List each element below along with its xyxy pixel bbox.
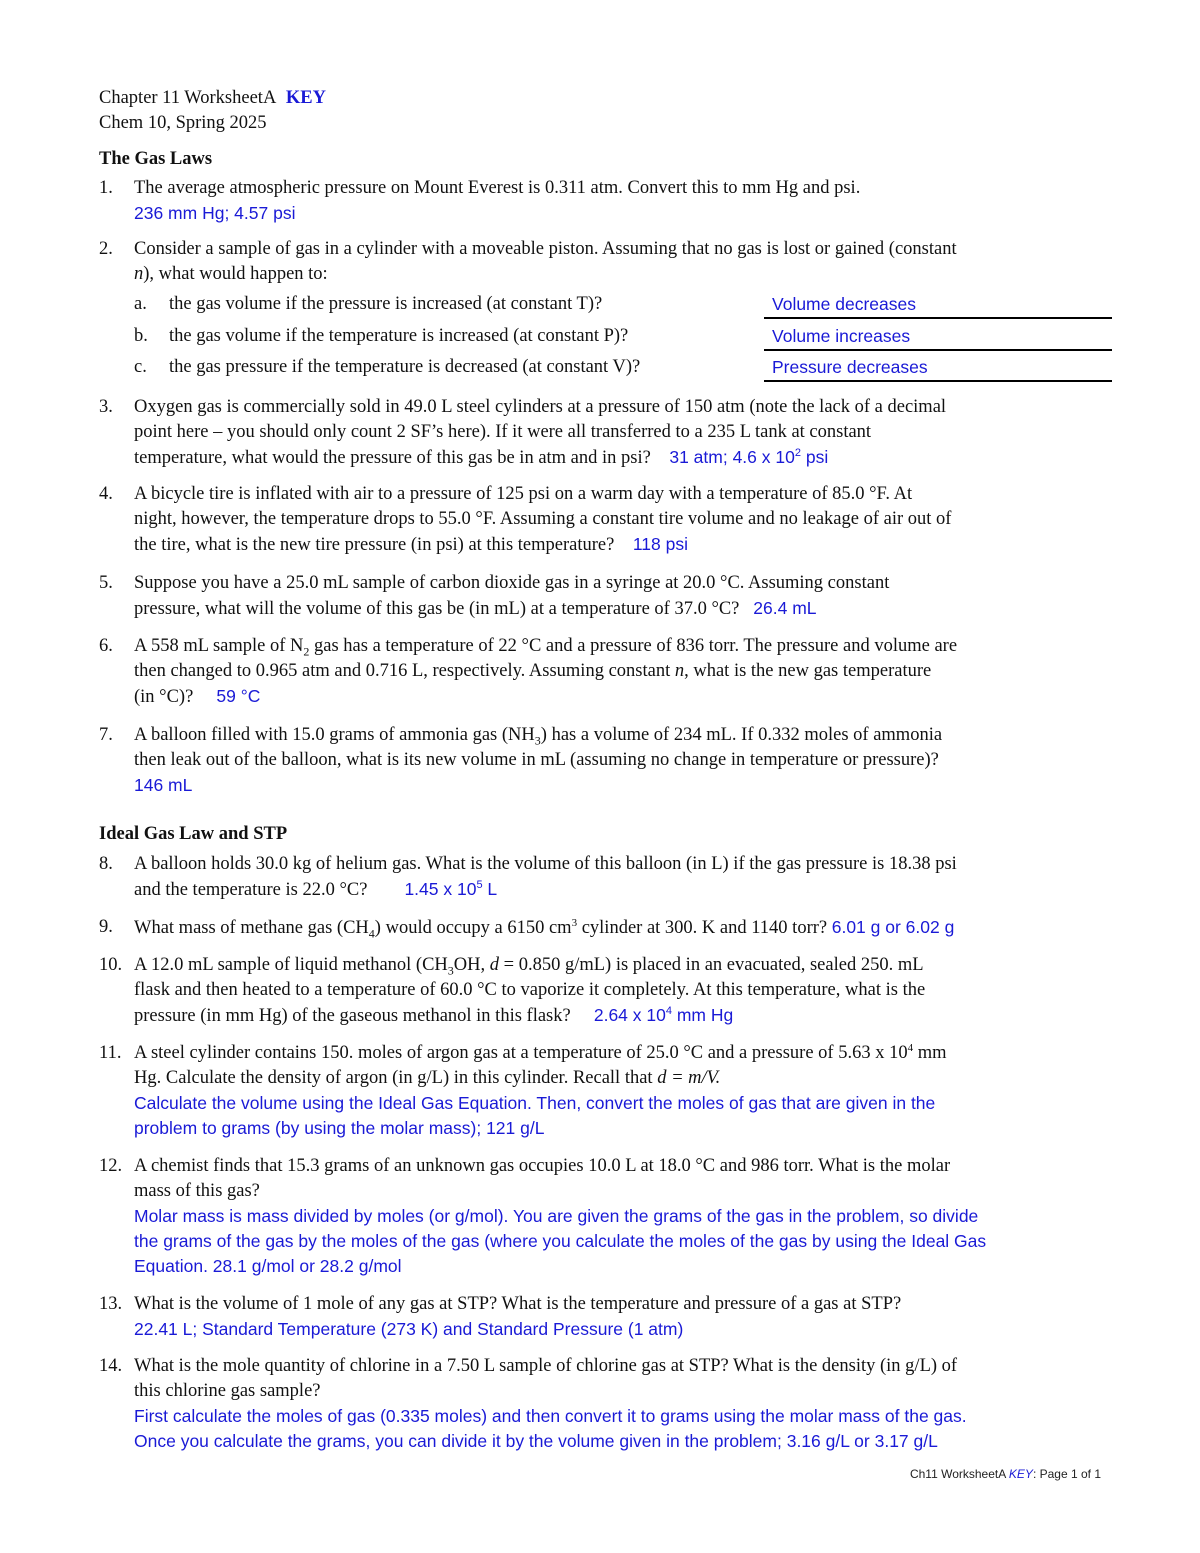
question-text: the tire, what is the new tire pressure (in psi) at this temperature? bbox=[134, 535, 615, 555]
text-part: A steel cylinder contains 150. moles of argon gas at a temperature of 25.0 °C and a pressure of 5.63 x 10 bbox=[134, 1043, 908, 1063]
question-number: 7. bbox=[99, 725, 113, 745]
text-part: A 12.0 mL sample of liquid methanol (CH bbox=[134, 955, 448, 975]
question-text-line3 bbox=[134, 684, 1109, 710]
key-label: KEY bbox=[285, 88, 327, 108]
answer-text-line2: Once you calculate the grams, you can divide it by the volume given in the problem; 3.16 g/L or 3.17 g/L bbox=[134, 1431, 938, 1451]
text-part: What mass of methane gas (CH bbox=[134, 918, 369, 938]
text-part: A balloon filled with 15.0 grams of ammonia gas (NH bbox=[134, 725, 535, 745]
text-part: and the temperature is 22.0 °C? bbox=[134, 880, 368, 900]
answer-unit: psi bbox=[800, 447, 829, 467]
question-number: 6. bbox=[99, 636, 113, 656]
superscript: 4 bbox=[907, 1041, 914, 1054]
subscript: 3 bbox=[447, 963, 454, 978]
question-text-line2: flask and then heated to a temperature of 60.0 °C to vaporize it completely. At this temperature, what is the bbox=[134, 980, 926, 1000]
question-number: 3. bbox=[99, 397, 113, 417]
text-part: = 0.850 g/mL) is placed in an evacuated, sealed 250. mL bbox=[499, 955, 924, 975]
sub-letter: a. bbox=[134, 294, 147, 314]
question-text-line1: What is the mole quantity of chlorine in a 7.50 L sample of chlorine gas at STP? What is the density (in g/L) of bbox=[134, 1356, 958, 1376]
answer-unit: mm Hg bbox=[671, 1005, 734, 1025]
answer-text-line2: problem to grams (by using the molar mass); 121 g/L bbox=[134, 1118, 545, 1138]
answer-text: Volume decreases bbox=[772, 294, 916, 314]
answer-text-line2: the grams of the gas by the moles of the gas (where you calculate the moles of the gas by using the Ideal Gas bbox=[134, 1231, 987, 1251]
question-text: temperature, what would the pressure of this gas be in atm and in psi? bbox=[134, 448, 651, 468]
answer-text: 22.41 L; Standard Temperature (273 K) and Standard Pressure (1 atm) bbox=[134, 1319, 684, 1339]
question-3 bbox=[99, 395, 1109, 471]
question-text-line3 bbox=[134, 532, 1109, 558]
title-text: Chapter 11 WorksheetA bbox=[99, 88, 276, 108]
question-text-line2 bbox=[134, 596, 1109, 622]
question-8 bbox=[99, 852, 1109, 903]
question-7 bbox=[99, 723, 1109, 798]
text-part: pressure (in mm Hg) of the gaseous methanol in this flask? bbox=[134, 1006, 571, 1026]
question-number: 9. bbox=[99, 917, 113, 937]
answer-text: Pressure decreases bbox=[772, 357, 928, 377]
question-number: 5. bbox=[99, 573, 113, 593]
variable-d: d bbox=[489, 955, 500, 975]
question-number: 14. bbox=[99, 1356, 123, 1376]
question-text-line3 bbox=[134, 1003, 1109, 1029]
question-5 bbox=[99, 571, 1109, 622]
text-part: mm bbox=[913, 1043, 947, 1063]
section-heading-gas-laws: The Gas Laws bbox=[99, 149, 213, 169]
question-number: 2. bbox=[99, 239, 113, 259]
question-13 bbox=[99, 1292, 1109, 1342]
question-9 bbox=[99, 915, 1109, 941]
question-text-line1: A balloon holds 30.0 kg of helium gas. What is the volume of this balloon (in L) if the gas pressure is 18.38 psi bbox=[134, 854, 957, 874]
question-text bbox=[134, 915, 1109, 941]
answer-base: 1.45 x 10 bbox=[404, 879, 477, 899]
question-text-line1: A chemist finds that 15.3 grams of an unknown gas occupies 10.0 L at 18.0 °C and 986 torr. What is the molar bbox=[134, 1156, 951, 1176]
text-part: OH, bbox=[453, 955, 490, 975]
question-text-line1: Oxygen gas is commercially sold in 49.0 L steel cylinders at a pressure of 150 atm (note the lack of a decimal bbox=[134, 397, 947, 417]
text-part: Hg. Calculate the density of argon (in g/L) in this cylinder. Recall that bbox=[134, 1068, 658, 1088]
answer-text-line3: Equation. 28.1 g/mol or 28.2 g/mol bbox=[134, 1256, 402, 1276]
answer-text bbox=[669, 447, 828, 467]
answer-text-line1: First calculate the moles of gas (0.335 moles) and then convert it to grams using the molar mass of the gas. bbox=[134, 1406, 967, 1426]
question-text-line1 bbox=[134, 723, 1109, 748]
sub-text: the gas volume if the temperature is increased (at constant P)? bbox=[169, 326, 629, 346]
question-text-line1 bbox=[134, 1041, 1109, 1066]
answer-exponent: 5 bbox=[476, 879, 483, 892]
answer-base: 31 atm; 4.6 x 10 bbox=[669, 447, 795, 467]
footer-page-number: : Page 1 of 1 bbox=[1032, 1467, 1101, 1481]
question-text-line2: this chlorine gas sample? bbox=[134, 1381, 321, 1401]
question-4 bbox=[99, 482, 1109, 558]
question-10 bbox=[99, 953, 1109, 1029]
question-12 bbox=[99, 1154, 1109, 1279]
answer-exponent: 2 bbox=[794, 447, 801, 460]
answer-text-line1: Molar mass is mass divided by moles (or g/mol). You are given the grams of the gas in the problem, so divide bbox=[134, 1206, 979, 1226]
question-text-line1 bbox=[134, 634, 1109, 659]
answer-text-line1: Calculate the volume using the Ideal Gas Equation. Then, convert the moles of gas that are given in the bbox=[134, 1093, 936, 1113]
question-text-line2 bbox=[134, 877, 1109, 903]
worksheet-title bbox=[99, 86, 326, 111]
question-text: pressure, what will the volume of this gas be (in mL) at a temperature of 37.0 °C? bbox=[134, 599, 740, 619]
answer-blank bbox=[764, 292, 1112, 319]
text-part: ) has a volume of 234 mL. If 0.332 moles of ammonia bbox=[540, 725, 943, 745]
subscript: 2 bbox=[303, 644, 310, 659]
page-footer bbox=[910, 1462, 1101, 1487]
footer-text: Ch11 WorksheetA bbox=[909, 1467, 1009, 1481]
answer-text: 59 °C bbox=[216, 686, 261, 706]
question-1 bbox=[99, 176, 1109, 226]
sub-text: the gas pressure if the temperature is decreased (at constant V)? bbox=[169, 357, 641, 377]
question-number: 10. bbox=[99, 955, 123, 975]
question-number: 4. bbox=[99, 484, 113, 504]
text-part: ) would occupy a 6150 cm bbox=[374, 918, 572, 938]
variable-n: n bbox=[674, 661, 685, 681]
question-text: Consider a sample of gas in a cylinder with a moveable piston. Assuming that no gas is lost or gained (constant bbox=[134, 239, 957, 259]
footer-key: KEY bbox=[1008, 1467, 1033, 1481]
text-part: cylinder at 300. K and 1140 torr? bbox=[577, 918, 828, 938]
answer-text: 236 mm Hg; 4.57 psi bbox=[134, 203, 296, 223]
section-heading-ideal-gas: Ideal Gas Law and STP bbox=[99, 824, 288, 844]
question-text-line1: A bicycle tire is inflated with air to a pressure of 125 psi on a warm day with a temperature of 85.0 °F. At bbox=[134, 484, 913, 504]
answer-text bbox=[594, 1005, 733, 1025]
answer-text: 118 psi bbox=[632, 534, 688, 554]
question-text-line2: night, however, the temperature drops to 55.0 °F. Assuming a constant tire volume and no leakage of air out of bbox=[134, 509, 952, 529]
course-line: Chem 10, Spring 2025 bbox=[99, 113, 267, 133]
question-number: 1. bbox=[99, 178, 113, 198]
variable-d: d = m/V. bbox=[657, 1068, 721, 1088]
answer-exponent: 4 bbox=[665, 1005, 672, 1018]
question-number: 12. bbox=[99, 1156, 123, 1176]
question-text-line1 bbox=[134, 953, 1109, 978]
question-number: 8. bbox=[99, 854, 113, 874]
text-part: A 558 mL sample of N bbox=[134, 636, 304, 656]
question-text-line2 bbox=[134, 262, 1109, 287]
answer-text: Volume increases bbox=[772, 326, 911, 346]
answer-blank bbox=[764, 355, 1112, 382]
question-2 bbox=[99, 237, 1109, 287]
text-part: gas has a temperature of 22 °C and a pressure of 836 torr. The pressure and volume are bbox=[309, 636, 958, 656]
question-text: What is the volume of 1 mole of any gas at STP? What is the temperature and pressure of a gas at STP? bbox=[134, 1294, 902, 1314]
sub-letter: b. bbox=[134, 326, 148, 346]
text-part: (in °C)? bbox=[134, 687, 194, 707]
question-text-line2 bbox=[134, 659, 1109, 684]
answer-base: 2.64 x 10 bbox=[593, 1005, 666, 1025]
question-14 bbox=[99, 1354, 1109, 1454]
question-number: 11. bbox=[99, 1043, 122, 1063]
question-text-rest: ), what would happen to: bbox=[143, 264, 328, 284]
answer-text bbox=[404, 879, 497, 899]
question-text-line2: then leak out of the balloon, what is its new volume in mL (assuming no change in temperature or pressure)? bbox=[134, 750, 939, 770]
sub-text: the gas volume if the pressure is increased (at constant T)? bbox=[169, 294, 603, 314]
text-part: then changed to 0.965 atm and 0.716 L, respectively. Assuming constant bbox=[134, 661, 675, 681]
answer-unit: L bbox=[482, 879, 498, 899]
superscript: 3 bbox=[571, 916, 578, 929]
question-6 bbox=[99, 634, 1109, 710]
answer-text: 6.01 g or 6.02 g bbox=[831, 917, 955, 937]
text-part: , what is the new gas temperature bbox=[684, 661, 932, 681]
subscript: 4 bbox=[368, 926, 375, 941]
question-text-line2: point here – you should only count 2 SF’s here). If it were all transferred to a 235 L tank at constant bbox=[134, 422, 872, 442]
question-number: 13. bbox=[99, 1294, 123, 1314]
answer-blank bbox=[764, 324, 1112, 351]
question-text-line1: Suppose you have a 25.0 mL sample of carbon dioxide gas in a syringe at 20.0 °C. Assuming constant bbox=[134, 573, 890, 593]
subscript: 3 bbox=[534, 733, 541, 748]
answer-text: 26.4 mL bbox=[753, 598, 817, 618]
answer-text: 146 mL bbox=[134, 775, 193, 795]
question-text-line2 bbox=[134, 1066, 1109, 1091]
variable-n: n bbox=[134, 264, 144, 284]
question-text-line2: mass of this gas? bbox=[134, 1181, 260, 1201]
question-text: The average atmospheric pressure on Mount Everest is 0.311 atm. Convert this to mm Hg and psi. bbox=[134, 178, 861, 198]
question-11 bbox=[99, 1041, 1109, 1141]
question-text-line3 bbox=[134, 445, 1109, 471]
sub-letter: c. bbox=[134, 357, 147, 377]
